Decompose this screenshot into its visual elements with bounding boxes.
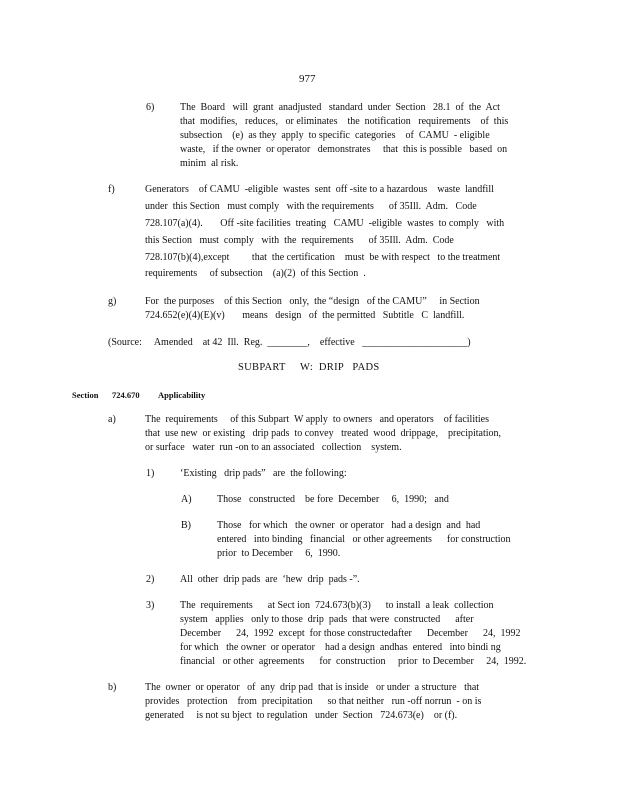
item-b-line-3: generated is not su bject to regulation under Section 724.673(e) or (f). bbox=[145, 710, 458, 721]
item-g-line-2: 724.652(e)(4)(E)(v) means design of the permitted Subtitle C landfill. bbox=[145, 310, 465, 321]
item-a2-text: All other drip pads are ‘hew drip pads -”. bbox=[180, 574, 360, 585]
item-a3-line-3: December 24, 1992 except for those constructedafter December 24, 1992 bbox=[180, 628, 521, 639]
section-label: Section bbox=[72, 390, 99, 400]
item-f-line-4: this Section must comply with the requirements of 35Ill. Adm. Code bbox=[145, 235, 454, 246]
item-6-line-1: The Board will grant anadjusted standard under Section 28.1 of the Act bbox=[180, 102, 500, 113]
item-f-line-2: under this Section must comply with the requirements of 35Ill. Adm. Code bbox=[145, 201, 477, 212]
item-6-line-2: that modifies, reduces, or eliminates the notification requirements of this bbox=[180, 116, 509, 127]
item-b-line-2: provides protection from precipitation so that neither run -off norrun - on is bbox=[145, 696, 482, 707]
item-f-label: f) bbox=[108, 184, 115, 195]
item-a2-label: 2) bbox=[146, 574, 155, 585]
section-number: 724.670 bbox=[112, 390, 140, 400]
item-6-label: 6) bbox=[146, 102, 155, 113]
item-a-line-1: The requirements of this Subpart W apply to owners and operators of facilities bbox=[145, 414, 489, 425]
source-note: (Source: Amended at 42 Ill. Reg. ________, effective _____________________) bbox=[108, 337, 471, 348]
item-f-line-5: 728.107(b)(4),except that the certification must be with respect to the treatment bbox=[145, 252, 501, 263]
item-a1B-line-2: entered into binding financial or other agreements for construction bbox=[217, 534, 511, 545]
item-a-label: a) bbox=[108, 414, 116, 425]
item-a1-text: ‘Existing drip pads” are the following: bbox=[180, 468, 347, 479]
item-b-line-1: The owner or operator of any drip pad that is inside or under a structure that bbox=[145, 682, 480, 693]
item-a1B-line-3: prior to December 6, 1990. bbox=[217, 548, 341, 559]
item-a3-line-2: system applies only to those drip pads that were constructed after bbox=[180, 614, 474, 625]
item-g-line-1: For the purposes of this Section only, the “design of the CAMU” in Section bbox=[145, 296, 480, 307]
item-a1B-line-1: Those for which the owner or operator had a design and had bbox=[217, 520, 481, 531]
item-a1B-label: B) bbox=[181, 520, 191, 531]
section-title: Applicability bbox=[158, 390, 206, 400]
page-number: 977 bbox=[299, 73, 316, 85]
item-a3-line-5: financial or other agreements for construction prior to December 24, 1992. bbox=[180, 656, 527, 667]
item-a1-label: 1) bbox=[146, 468, 155, 479]
item-f-line-6: requirements of subsection (a)(2) of this Section . bbox=[145, 268, 366, 279]
item-a3-line-1: The requirements at Sect ion 724.673(b)(3) to install a leak collection bbox=[180, 600, 494, 611]
item-6-line-3: subsection (e) as they apply to specific categories of CAMU - eligible bbox=[180, 130, 490, 141]
item-a-line-2: that use new or existing drip pads to convey treated wood drippage, precipitation, bbox=[145, 428, 502, 439]
item-a-line-3: or surface water run -on to an associated collection system. bbox=[145, 442, 402, 453]
subpart-heading: SUBPART W: DRIP PADS bbox=[238, 362, 380, 373]
item-g-label: g) bbox=[108, 296, 117, 307]
item-a1A-label: A) bbox=[181, 494, 192, 505]
item-a3-label: 3) bbox=[146, 600, 155, 611]
item-a3-line-4: for which the owner or operator had a design andhas entered into bindi ng bbox=[180, 642, 501, 653]
item-a1A-text: Those constructed be fore December 6, 1990; and bbox=[217, 494, 449, 505]
item-6-line-5: minim al risk. bbox=[180, 158, 239, 169]
item-6-line-4: waste, if the owner or operator demonstrates that this is possible based on bbox=[180, 144, 508, 155]
item-f-line-1: Generators of CAMU -eligible wastes sent off -site to a hazardous waste landfill bbox=[145, 184, 494, 195]
item-f-line-3: 728.107(a)(4). Off -site facilities treating CAMU -eligible wastes to comply with bbox=[145, 218, 505, 229]
item-b-label: b) bbox=[108, 682, 117, 693]
